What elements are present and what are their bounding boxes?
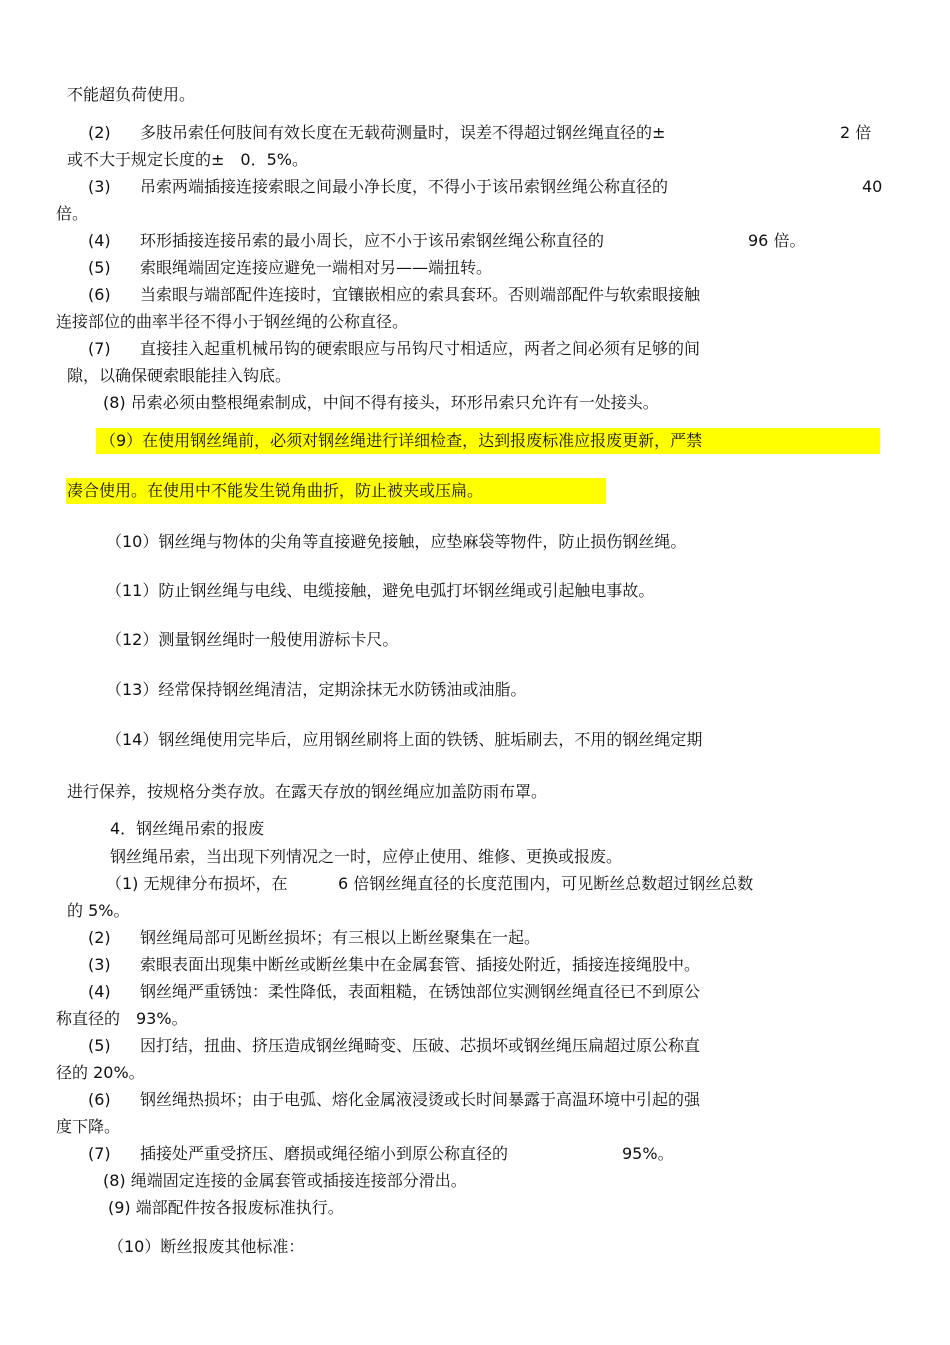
text-line: （10）钢丝绳与物体的尖角等直接避免接触，应垫麻袋等物件，防止损伤钢丝绳。 — [106, 532, 687, 551]
text-line: 或不大于规定长度的± 0．5%。 — [67, 150, 308, 169]
text-line: 40 — [862, 177, 883, 196]
text-line: 钢丝绳吊索，当出现下列情况之一时，应停止使用、维修、更换或报废。 — [110, 847, 623, 866]
text-line: 进行保养，按规格分类存放。在露天存放的钢丝绳应加盖防雨布罩。 — [67, 782, 548, 801]
text-line: 隙，以确保硬索眼能挂入钩底。 — [67, 366, 292, 385]
text-line: （9）在使用钢丝绳前，必须对钢丝绳进行详细检查，达到报废标准应报废更新，严禁 — [100, 431, 703, 450]
text-line: 2 倍 — [840, 123, 872, 142]
text-line: (2) — [88, 928, 111, 947]
text-line: 钢丝绳热损坏；由于电弧、熔化金属液浸烫或长时间暴露于高温环境中引起的强 — [140, 1090, 701, 1109]
text-line: 直接挂入起重机械吊钩的硬索眼应与吊钩尺寸相适应，两者之间必须有足够的间 — [140, 339, 701, 358]
text-line: 当索眼与端部配件连接时，宜镶嵌相应的索具套环。否则端部配件与软索眼接触 — [140, 285, 701, 304]
text-line: 96 倍。 — [748, 231, 806, 250]
text-line: (8) 吊索必须由整根绳索制成，中间不得有接头，环形吊索只允许有一处接头。 — [103, 393, 659, 412]
text-line: 凑合使用。在使用中不能发生锐角曲折，防止被夹或压扁。 — [67, 481, 484, 500]
text-line: 6 倍钢丝绳直径的长度范围内，可见断丝总数超过钢丝总数 — [338, 874, 754, 893]
text-line: (9) 端部配件按各报废标准执行。 — [108, 1198, 344, 1217]
text-line: 称直径的 93%。 — [56, 1009, 188, 1028]
text-line: 度下降。 — [56, 1117, 121, 1136]
text-line: 多肢吊索任何肢间有效长度在无载荷测量时，误差不得超过钢丝绳直径的± — [140, 123, 666, 142]
text-line: 插接处严重受挤压、磨损或绳径缩小到原公称直径的 — [140, 1144, 509, 1163]
text-line: (4) — [88, 231, 111, 250]
text-line: （1) 无规律分布损坏，在 — [106, 874, 288, 893]
text-line: 95%。 — [622, 1144, 674, 1163]
text-line: （11）防止钢丝绳与电线、电缆接触，避免电弧打坏钢丝绳或引起触电事故。 — [106, 581, 655, 600]
text-line: (6) — [88, 1090, 111, 1109]
text-line: (4) — [88, 982, 111, 1001]
text-line: (7) — [88, 1144, 111, 1163]
text-line: （12）测量钢丝绳时一般使用游标卡尺。 — [106, 630, 399, 649]
text-line: (3) — [88, 955, 111, 974]
text-line: (8) 绳端固定连接的金属套管或插接连接部分滑出。 — [103, 1171, 467, 1190]
text-line: 4．钢丝绳吊索的报废 — [110, 819, 265, 838]
text-line: 钢丝绳严重锈蚀：柔性降低，表面粗糙，在锈蚀部位实测钢丝绳直径已不到原公 — [140, 982, 701, 1001]
text-line: （10）断丝报废其他标准： — [108, 1237, 305, 1256]
text-line: 因打结，扭曲、挤压造成钢丝绳畸变、压破、芯损坏或钢丝绳压扁超过原公称直 — [140, 1036, 701, 1055]
text-line: 索眼表面出现集中断丝或断丝集中在金属套管、插接处附近，插接连接绳股中。 — [140, 955, 701, 974]
text-line: 连接部位的曲率半径不得小于钢丝绳的公称直径。 — [56, 312, 409, 331]
text-line: (3) — [88, 177, 111, 196]
text-line: 钢丝绳局部可见断丝损坏；有三根以上断丝聚集在一起。 — [140, 928, 541, 947]
text-line: 环形插接连接吊索的最小周长，应不小于该吊索钢丝绳公称直径的 — [140, 231, 605, 250]
text-line: (7) — [88, 339, 111, 358]
text-line: （13）经常保持钢丝绳清洁，定期涂抹无水防锈油或油脂。 — [106, 680, 527, 699]
text-line: 的 5%。 — [67, 901, 130, 920]
text-line: (5) — [88, 1036, 111, 1055]
text-line: 径的 20%。 — [56, 1063, 145, 1082]
text-line: （14）钢丝绳使用完毕后，应用钢丝刷将上面的铁锈、脏垢刷去，不用的钢丝绳定期 — [106, 730, 703, 749]
text-line: (5) — [88, 258, 111, 277]
text-line: 吊索两端插接连接索眼之间最小净长度，不得小于该吊索钢丝绳公称直径的 — [140, 177, 669, 196]
text-line: (6) — [88, 285, 111, 304]
text-line: 倍。 — [56, 204, 89, 223]
text-line: (2) — [88, 123, 111, 142]
text-line: 不能超负荷使用。 — [67, 85, 196, 104]
text-line: 索眼绳端固定连接应避免一端相对另——端扭转。 — [140, 258, 493, 277]
